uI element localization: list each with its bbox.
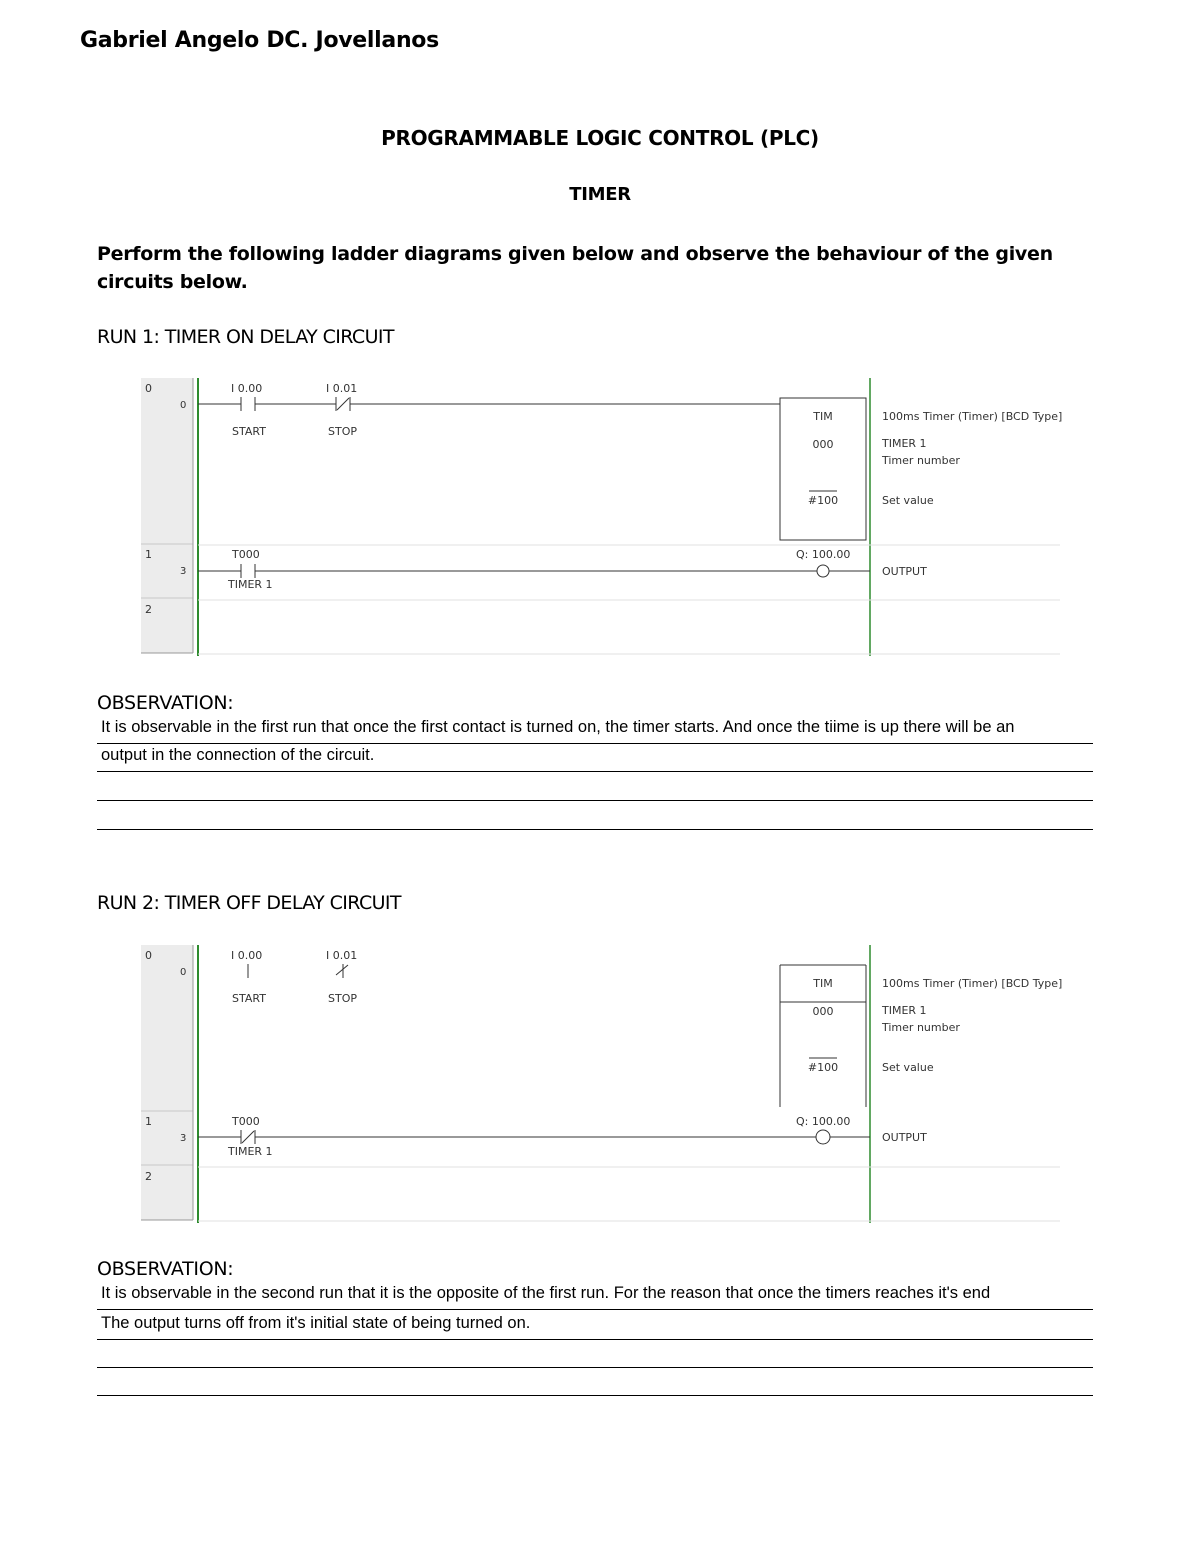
contact-stop-address: I 0.01 [326,949,358,962]
instruction-text: Perform the following ladder diagrams given below and observe the behaviour of the given circuits below. [97,243,1053,293]
run1-observation-line: output in the connection of the circuit. [101,746,375,764]
contact-start-label: START [232,425,266,438]
timer-comment: 100ms Timer (Timer) [BCD Type] [882,977,1063,990]
run1-heading: RUN 1: TIMER ON DELAY CIRCUIT [97,326,394,348]
timer-comment: 100ms Timer (Timer) [BCD Type] [882,410,1063,423]
output-coil-label: OUTPUT [882,565,927,578]
contact-start-address: I 0.00 [231,949,263,962]
run2-observation-line: It is observable in the second run that it is the opposite of the first run. For the reason that once the timers reaches it's end [101,1284,991,1302]
run2-observation-line: The output turns off from it's initial state of being turned on. [101,1314,531,1332]
output-coil-label: OUTPUT [882,1131,927,1144]
timer-name: TIMER 1 [882,1004,927,1017]
timer-number: 000 [812,1005,834,1018]
output-coil-address: Q: 100.00 [796,1115,851,1128]
author-name: Gabriel Angelo DC. Jovellanos [80,28,439,53]
timer-number-caption: Timer number [882,1021,960,1034]
step-number: 3 [180,1133,187,1144]
observation-rule [97,1340,1093,1368]
contact-start-label: START [232,992,266,1005]
output-coil-address: Q: 100.00 [796,548,851,561]
run1-ladder-diagram [138,378,1063,658]
contact-timer-label: TIMER 1 [228,1145,273,1158]
step-number: 0 [180,400,187,411]
contact-timer-label: TIMER 1 [228,578,273,591]
set-value-caption: Set value [882,494,934,507]
contact-timer-address: T000 [232,548,260,561]
timer-number: 000 [812,438,834,451]
run2-observation-label: OBSERVATION: [97,1258,234,1280]
timer-number-caption: Timer number [882,454,960,467]
observation-rule [97,802,1093,830]
timer-set-value: #100 [807,494,839,507]
output-coil-symbol [816,1130,830,1144]
timer-set-value: #100 [807,1061,839,1074]
rung-number: 2 [145,1170,152,1183]
page-title: PROGRAMMABLE LOGIC CONTROL (PLC) [381,126,819,150]
observation-rule [97,773,1093,801]
step-number: 0 [180,967,187,978]
timer-name: TIMER 1 [882,437,927,450]
step-number: 3 [180,566,187,577]
set-value-caption: Set value [882,1061,934,1074]
contact-stop-label: STOP [328,425,357,438]
run2-heading: RUN 2: TIMER OFF DELAY CIRCUIT [97,892,401,914]
contact-stop-label: STOP [328,992,357,1005]
rung-number: 1 [145,548,152,561]
rung-number: 0 [145,949,152,962]
run2-ladder-diagram [138,945,1063,1225]
rung-number: 1 [145,1115,152,1128]
contact-timer-address: T000 [232,1115,260,1128]
run1-observation-label: OBSERVATION: [97,692,234,714]
page-subtitle: TIMER [569,184,631,205]
contact-stop-address: I 0.01 [326,382,358,395]
observation-rule [97,1368,1093,1396]
timer-instruction: TIM [813,977,833,990]
rung-number: 2 [145,603,152,616]
timer-instruction: TIM [813,410,833,423]
rung-number: 0 [145,382,152,395]
contact-start-address: I 0.00 [231,382,263,395]
run1-observation-line: It is observable in the first run that once the first contact is turned on, the timer starts. And once the tiime is up there will be an [101,718,1015,736]
output-coil-symbol [817,565,829,577]
